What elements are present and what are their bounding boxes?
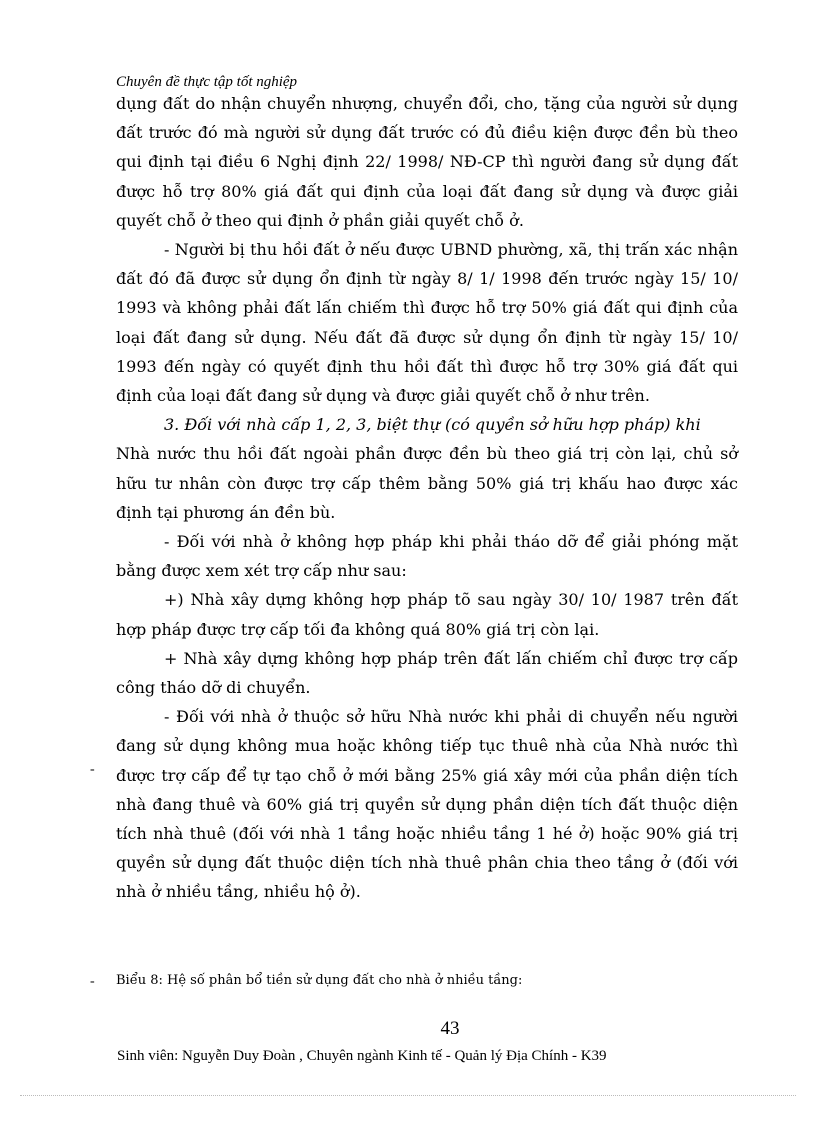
paragraph-land-recovery-support: - Người bị thu hồi đất ở nếu được UBND phường, xã, thị trấn xác nhận đất đó đã được sử dụng ổn định từ ngày 8/ 1/ 1998 đến trước ngày 15/ 10/ 1993 và không phải đất lấn chiếm thì được hỗ trợ 50% giá đất qui định của loại đất đang sử dụng. Nếu đất đã được sử dụng ổn định từ ngày 15/ 10/ 1993 đến ngày có quyết định thu hồi đất thì được hỗ trợ 30% giá đất qui định của loại đất đang sử dụng và được giải quyết chỗ ở như trên.: [116, 240, 738, 406]
paragraph-state-recovery: Nhà nước thu hồi đất ngoài phần được đền bù theo giá trị còn lại, chủ sở hữu tư nhân còn được trợ cấp thêm bằng 50% giá trị khấu hao được xác định tại phương án đền bù.: [116, 444, 738, 522]
document-header: Chuyên đề thực tập tốt nghiệp: [116, 74, 298, 90]
section-3-heading: 3. Đối với nhà cấp 1, 2, 3, biệt thự (có quyền sở hữu hợp pháp) khi: [164, 415, 701, 435]
paragraph-encroached-land: + Nhà xây dựng không hợp pháp trên đất lấn chiếm chỉ được trợ cấp công tháo dỡ di chuyển.: [116, 648, 738, 698]
document-body: [116, 89, 738, 907]
list-dash-marker: -: [90, 762, 95, 777]
paragraph-illegal-housing: - Đối với nhà ở không hợp pháp khi phải tháo dỡ để giải phóng mặt bằng được xem xét trợ cấp như sau:: [116, 532, 738, 581]
page-number: 43: [440, 1018, 460, 1039]
paragraph-state-owned-housing: - Đối với nhà ở thuộc sở hữu Nhà nước khi phải di chuyển nếu người đang sử dụng không mua hoặc không tiếp tục thuê nhà của Nhà nước thì được trợ cấp để tự tạo chỗ ở mới bằng 25% giá xây mới của phần diện tích nhà đang thuê và 60% giá trị quyền sử dụng phần diện tích đất thuộc diện tích nhà thuê (đối với nhà 1 tầng hoặc nhiều tầng 1 hé ở) hoặc 90% giá trị quyền sử dụng đất thuộc diện tích nhà thuê phân chia theo tầng ở (đối với nhà ở nhiều tầng, nhiều hộ ở).: [116, 707, 738, 902]
paragraph-continuation: dụng đất do nhận chuyển nhượng, chuyển đổi, cho, tặng của người sử dụng đất trước đó mà người sử dụng đất trước có đủ điều kiện được đền bù theo qui định tại điều 6 Nghị định 22/ 1998/ NĐ-CP thì người đang sử dụng đất được hỗ trợ 80% giá đất qui định của loại đất đang sử dụng và được giải quyết chỗ ở theo qui định ở phần giải quyết chỗ ở.: [116, 94, 738, 230]
page-footer: Sinh viên: Nguyễn Duy Đoàn , Chuyên ngành Kinh tế - Quản lý Địa Chính - K39: [117, 1048, 607, 1064]
bieu-dash-marker: -: [90, 974, 95, 989]
table-caption: Biểu 8: Hệ số phân bổ tiền sử dụng đất cho nhà ở nhiều tầng:: [116, 973, 523, 988]
page-bottom-divider: [20, 1095, 796, 1096]
paragraph-illegal-after-1987: +) Nhà xây dựng không hợp pháp tõ sau ngày 30/ 10/ 1987 trên đất hợp pháp được trợ cấp tối đa không quá 80% giá trị còn lại.: [116, 590, 738, 639]
